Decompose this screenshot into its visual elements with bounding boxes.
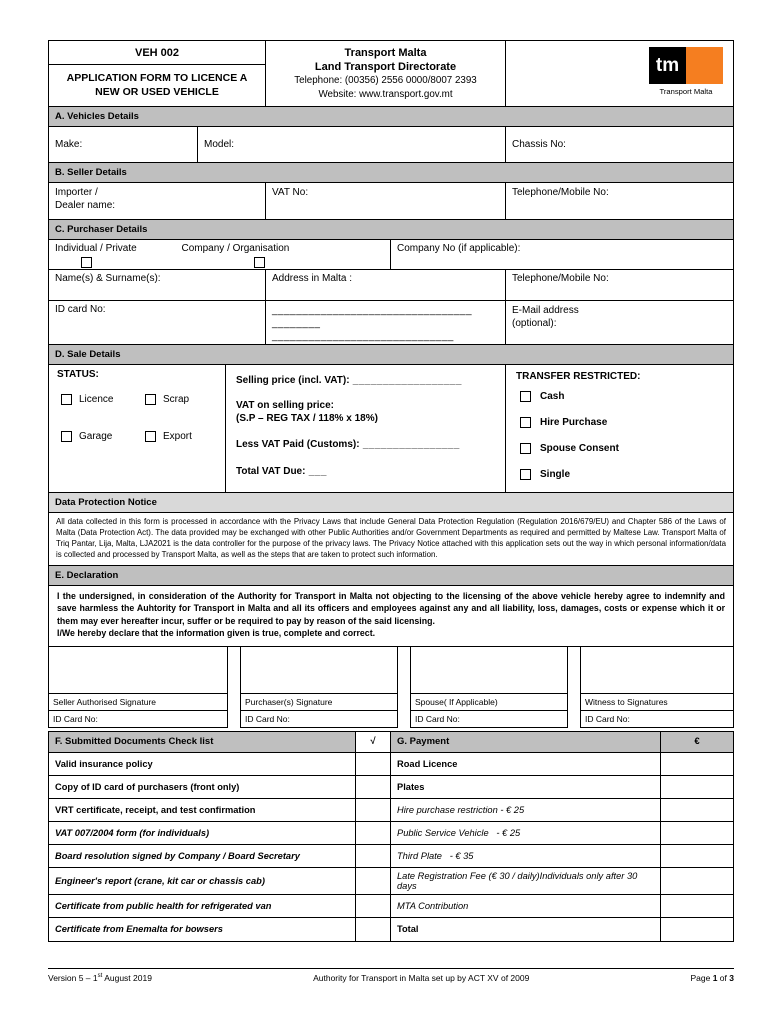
total-vat-blank[interactable]: ___ bbox=[305, 466, 327, 477]
seller-signature-area[interactable] bbox=[49, 647, 227, 693]
single-checkbox[interactable] bbox=[520, 469, 531, 480]
make-cell: Make: bbox=[49, 127, 198, 162]
purchaser-signature-area[interactable] bbox=[241, 647, 397, 693]
page-number-value: 1 bbox=[712, 972, 718, 983]
sale-details-row bbox=[49, 365, 733, 493]
company-organisation-checkbox[interactable] bbox=[254, 257, 265, 268]
check-cell[interactable] bbox=[356, 845, 391, 867]
model-cell: Model: bbox=[198, 127, 506, 162]
address-blank-lines-cell bbox=[266, 301, 506, 344]
check-cell[interactable] bbox=[356, 918, 391, 941]
purchaser-id-card-label: ID Card No: bbox=[241, 710, 397, 727]
purchaser-signature-box bbox=[240, 646, 398, 728]
check-cell[interactable] bbox=[356, 753, 391, 775]
transport-malta-logo bbox=[649, 47, 723, 96]
vat-formula: (S.P – REG TAX / 118% x 18%) bbox=[236, 413, 378, 424]
document-label: Certificate from public health for refrigerated van bbox=[49, 895, 356, 917]
export-label: Export bbox=[163, 431, 192, 442]
spouse-id-card-label: ID Card No: bbox=[411, 710, 567, 727]
individual-private-label: Individual / Private bbox=[55, 243, 137, 254]
transfer-restricted-cell bbox=[506, 365, 733, 492]
page-total-value: 3 bbox=[729, 972, 734, 983]
selling-price-label: Selling price (incl. VAT): bbox=[236, 375, 350, 386]
declaration-body bbox=[49, 586, 733, 646]
pricing-cell bbox=[226, 365, 506, 492]
table-row bbox=[49, 895, 733, 918]
hire-purchase-option bbox=[516, 417, 723, 428]
data-protection-body: All data collected in this form is processed in accordance with the Privacy Laws that include General Data Protection Regulation (Regulation 2016/679/EU) and Chapter 586 of the Laws of Malta (Data Protection Act). The data provided may be exchanged with other Public Authorities and/or Government Departments as required and permitted by Maltese Law. Transport Malta of Triq Pantar, Lija, Malta, LJA2021 is the data controller for the purpose of the privacy laws. The Privacy Notice attached with this application sets out the way in which personal information/data is collected and processed by Transport Malta, as well as the steps that are taken to protect such information. bbox=[49, 513, 733, 566]
checklist-title: F. Submitted Documents Check list bbox=[49, 732, 356, 752]
purchaser-name-row bbox=[49, 270, 733, 301]
spouse-consent-label: Spouse Consent bbox=[540, 443, 619, 454]
table-row bbox=[49, 776, 733, 799]
single-option bbox=[516, 469, 723, 480]
amount-cell[interactable] bbox=[661, 822, 733, 844]
single-label: Single bbox=[540, 469, 571, 480]
licence-label: Licence bbox=[79, 394, 114, 405]
table-row bbox=[49, 753, 733, 776]
scrap-label: Scrap bbox=[163, 394, 190, 405]
payment-title: G. Payment bbox=[391, 732, 661, 752]
status-cell bbox=[49, 365, 226, 492]
seller-phone-cell: Telephone/Mobile No: bbox=[512, 187, 609, 198]
payment-label: Third Plate - € 35 bbox=[391, 845, 661, 867]
purchaser-phone-cell: Telephone/Mobile No: bbox=[512, 273, 609, 284]
id-card-no-cell: ID card No: bbox=[49, 301, 266, 344]
less-vat-label: Less VAT Paid (Customs): bbox=[236, 439, 360, 450]
company-organisation-option bbox=[182, 243, 290, 268]
check-cell[interactable] bbox=[356, 822, 391, 844]
transfer-restricted-label: TRANSFER RESTRICTED: bbox=[516, 371, 641, 382]
form-title: APPLICATION FORM TO LICENCE A NEW OR USED VEHICLE bbox=[66, 72, 248, 98]
seller-signature-label: Seller Authorised Signature bbox=[49, 693, 227, 710]
application-form bbox=[48, 40, 734, 647]
payment-label: Public Service Vehicle - € 25 bbox=[391, 822, 661, 844]
payment-label: MTA Contribution bbox=[391, 895, 661, 917]
page-number bbox=[690, 973, 734, 983]
company-organisation-label: Company / Organisation bbox=[181, 243, 290, 254]
documents-payment-table bbox=[48, 731, 734, 942]
section-b-header: B. Seller Details bbox=[49, 163, 733, 183]
payment-label: Road Licence bbox=[391, 753, 661, 775]
individual-private-option bbox=[55, 243, 137, 268]
amount-cell[interactable] bbox=[661, 753, 733, 775]
amount-cell[interactable] bbox=[661, 845, 733, 867]
spouse-signature-box bbox=[410, 646, 568, 728]
vat-no-cell: VAT No: bbox=[266, 183, 506, 219]
logo-orange-block-icon bbox=[686, 47, 723, 84]
importer-dealer-cell bbox=[49, 183, 266, 219]
payment-label: Late Registration Fee (€ 30 / daily)Individuals only after 30 days bbox=[391, 868, 661, 894]
status-options bbox=[57, 394, 217, 442]
amount-cell[interactable] bbox=[661, 799, 733, 821]
table-row bbox=[49, 868, 733, 895]
status-label: STATUS: bbox=[57, 369, 99, 380]
hire-purchase-checkbox[interactable] bbox=[520, 417, 531, 428]
currency-symbol-header: € bbox=[661, 732, 733, 752]
selling-price-blank[interactable]: __________________ bbox=[349, 375, 462, 386]
table-row bbox=[49, 822, 733, 845]
purchaser-id-row bbox=[49, 301, 733, 345]
amount-cell[interactable] bbox=[661, 776, 733, 798]
email-label-line1: E-Mail address bbox=[512, 305, 579, 316]
address-blank-line-2[interactable]: ______________________________ bbox=[272, 331, 454, 342]
spouse-consent-option bbox=[516, 443, 723, 454]
amount-cell[interactable] bbox=[661, 918, 733, 941]
email-label-line2: (optional): bbox=[512, 318, 557, 329]
org-department: Land Transport Directorate bbox=[314, 60, 457, 73]
individual-private-checkbox[interactable] bbox=[81, 257, 92, 268]
address-malta-cell: Address in Malta : bbox=[266, 270, 506, 300]
form-code: VEH 002 bbox=[49, 41, 265, 65]
section-e-header: E. Declaration bbox=[49, 566, 733, 586]
scrap-option bbox=[145, 394, 217, 405]
check-symbol-header: √ bbox=[356, 732, 391, 752]
version-prefix: Version 5 – 1 bbox=[48, 972, 98, 983]
garage-checkbox[interactable] bbox=[61, 431, 72, 442]
export-option bbox=[145, 431, 217, 442]
document-label: Engineer's report (crane, kit car or chassis cab) bbox=[49, 868, 356, 894]
spouse-signature-area[interactable] bbox=[411, 647, 567, 693]
document-label: Copy of ID card of purchasers (front only) bbox=[49, 776, 356, 798]
cash-option bbox=[516, 391, 723, 402]
licence-option bbox=[61, 394, 145, 405]
vehicle-details-row bbox=[49, 127, 733, 163]
logo-cell bbox=[506, 41, 733, 106]
document-label: Board resolution signed by Company / Board Secretary bbox=[49, 845, 356, 867]
witness-signature-box bbox=[580, 646, 734, 728]
table-row bbox=[49, 799, 733, 822]
logo-tm-text: tm bbox=[655, 54, 680, 76]
check-cell[interactable] bbox=[356, 776, 391, 798]
page-word: Page bbox=[690, 972, 713, 983]
witness-id-card-label: ID Card No: bbox=[581, 710, 733, 727]
org-website: Website: www.transport.gov.mt bbox=[318, 88, 453, 100]
check-cell[interactable] bbox=[356, 895, 391, 917]
garage-label: Garage bbox=[79, 431, 113, 442]
chassis-no-cell: Chassis No: bbox=[512, 139, 566, 150]
authority-text: Authority for Transport in Malta set up by ACT XV of 2009 bbox=[313, 972, 530, 983]
logo-blocks bbox=[649, 47, 723, 84]
org-info-cell bbox=[266, 41, 506, 106]
amount-cell[interactable] bbox=[661, 895, 733, 917]
purchaser-type-cell bbox=[49, 240, 391, 269]
form-id-cell bbox=[49, 41, 266, 106]
garage-option bbox=[61, 431, 145, 442]
company-no-cell: Company No (if applicable): bbox=[397, 243, 521, 254]
address-blank-line-1[interactable]: _________________________________ ________ bbox=[272, 305, 473, 329]
table-header-row bbox=[49, 732, 733, 753]
purchaser-signature-label: Purchaser(s) Signature bbox=[241, 693, 397, 710]
org-telephone: Telephone: (00356) 2556 0000/8007 2393 bbox=[294, 75, 477, 87]
total-vat-label: Total VAT Due: bbox=[236, 466, 306, 477]
importer-label-line2: Dealer name: bbox=[55, 200, 116, 211]
table-row bbox=[49, 918, 733, 941]
declaration-paragraph-2: I/We hereby declare that the information given is true, complete and correct. bbox=[57, 628, 376, 639]
document-label: VAT 007/2004 form (for individuals) bbox=[49, 822, 356, 844]
scrap-checkbox[interactable] bbox=[145, 394, 156, 405]
cash-label: Cash bbox=[540, 391, 565, 402]
names-surnames-cell: Name(s) & Surname(s): bbox=[49, 270, 266, 300]
check-cell[interactable] bbox=[356, 868, 391, 894]
signatures-section bbox=[48, 646, 734, 728]
payment-label: Total bbox=[391, 918, 661, 941]
importer-label-line1: Importer / bbox=[55, 187, 98, 198]
payment-label: Plates bbox=[391, 776, 661, 798]
logo-tm-icon bbox=[649, 47, 686, 84]
of-word: of bbox=[717, 972, 730, 983]
version-superscript: st bbox=[97, 972, 103, 979]
licence-checkbox[interactable] bbox=[61, 394, 72, 405]
seller-signature-box bbox=[48, 646, 228, 728]
less-vat-line bbox=[236, 438, 495, 451]
hire-purchase-label: Hire Purchase bbox=[540, 417, 608, 428]
selling-price-line bbox=[236, 374, 495, 387]
document-label: Certificate from Enemalta for bowsers bbox=[49, 918, 356, 941]
witness-signature-area[interactable] bbox=[581, 647, 733, 693]
data-protection-header: Data Protection Notice bbox=[49, 493, 733, 513]
document-label: VRT certificate, receipt, and test confirmation bbox=[49, 799, 356, 821]
amount-cell[interactable] bbox=[661, 868, 733, 894]
less-vat-blank[interactable]: ________________ bbox=[359, 439, 460, 450]
document-label: Valid insurance policy bbox=[49, 753, 356, 775]
email-cell bbox=[506, 301, 733, 344]
witness-signature-label: Witness to Signatures bbox=[581, 693, 733, 710]
export-checkbox[interactable] bbox=[145, 431, 156, 442]
logo-caption: Transport Malta bbox=[659, 87, 713, 96]
seller-details-row bbox=[49, 183, 733, 220]
total-vat-line bbox=[236, 465, 495, 478]
declaration-paragraph-1: I the undersigned, in consideration of the Authority for Transport in Malta not objecting to the licensing of the above vehicle hereby agree to indemnify and save harmless the Auhtority for Transport in Malta and all its officers and employees against any and all liability, loss, damages, costs or expense which it or them may ever hereafter incur, suffer or be required to pay by reason of the said licensing. bbox=[57, 590, 725, 626]
section-c-header: C. Purchaser Details bbox=[49, 220, 733, 240]
org-name: Transport Malta bbox=[344, 46, 427, 59]
form-header bbox=[49, 41, 733, 107]
spouse-consent-checkbox[interactable] bbox=[520, 443, 531, 454]
section-d-header: D. Sale Details bbox=[49, 345, 733, 365]
purchaser-type-row bbox=[49, 240, 733, 270]
check-cell[interactable] bbox=[356, 799, 391, 821]
version-text bbox=[48, 973, 152, 983]
payment-label: Hire purchase restriction - € 25 bbox=[391, 799, 661, 821]
seller-id-card-label: ID Card No: bbox=[49, 710, 227, 727]
page-footer bbox=[48, 968, 734, 983]
section-a-header: A. Vehicles Details bbox=[49, 107, 733, 127]
spouse-signature-label: Spouse( If Applicable) bbox=[411, 693, 567, 710]
table-row bbox=[49, 845, 733, 868]
vat-selling-price-label: VAT on selling price: bbox=[236, 400, 334, 411]
version-suffix: August 2019 bbox=[102, 972, 152, 983]
cash-checkbox[interactable] bbox=[520, 391, 531, 402]
